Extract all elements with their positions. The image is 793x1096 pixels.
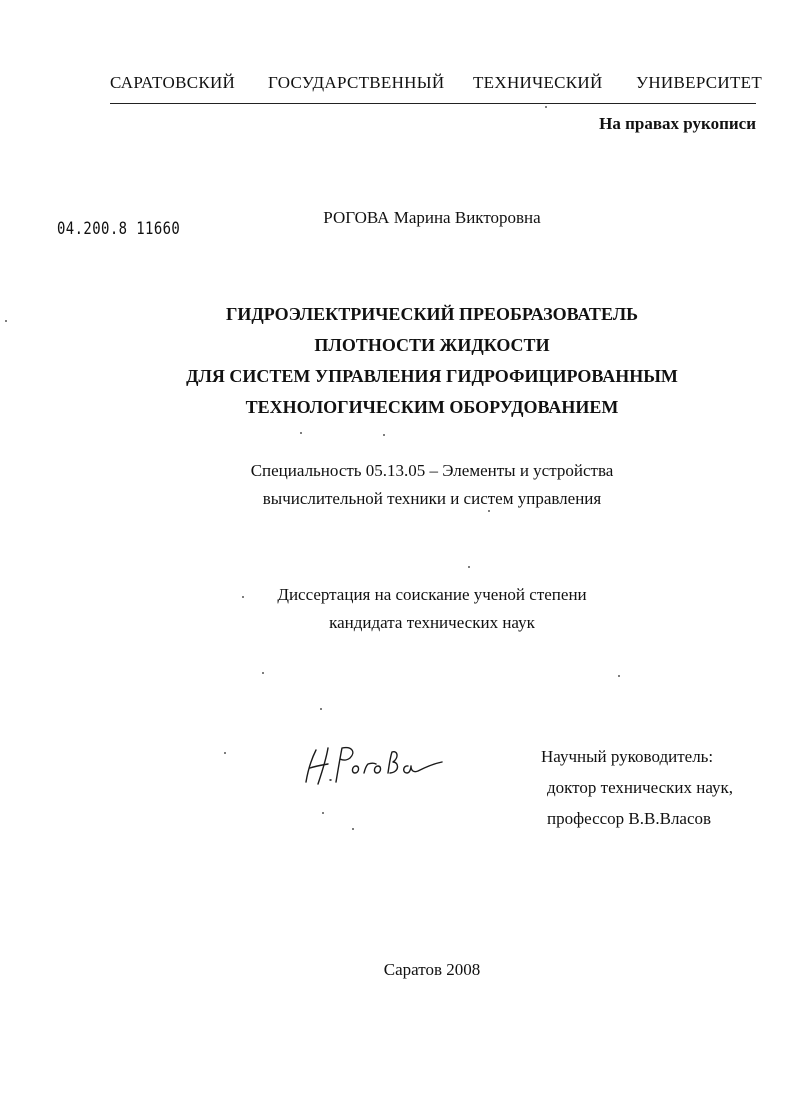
author-name: РОГОВА Марина Викторовна (323, 208, 541, 227)
scan-speck (322, 812, 324, 814)
scan-speck (242, 596, 244, 598)
scan-speck (300, 432, 302, 434)
scan-speck (262, 672, 264, 674)
title-line: ТЕХНОЛОГИЧЕСКИМ ОБОРУДОВАНИЕМ (245, 397, 619, 417)
thesis-title (0, 299, 793, 423)
scan-speck (545, 106, 547, 108)
supervisor-role: Научный руководитель: (541, 747, 714, 766)
scan-speck (5, 320, 7, 322)
supervisor-block (541, 741, 733, 834)
scan-speck (224, 752, 226, 754)
university-word: ГОСУДАРСТВЕННЫЙ (268, 73, 445, 92)
city-year: Саратов 2008 (383, 960, 481, 979)
scan-speck (320, 708, 322, 710)
specialty-line: вычислительной техники и систем управления (262, 489, 602, 508)
title-line: ПЛОТНОСТИ ЖИДКОСТИ (314, 335, 550, 355)
header-divider (110, 103, 756, 104)
specialty (0, 457, 793, 513)
author-signature (298, 740, 448, 790)
supervisor-name: профессор В.В.Власов (547, 809, 712, 828)
scan-speck (383, 434, 385, 436)
dissertation-line: Диссертация на соискание ученой степени (277, 585, 587, 604)
university-word: УНИВЕРСИТЕТ (636, 73, 763, 92)
dissertation-type (0, 581, 793, 637)
scan-speck (468, 566, 470, 568)
scan-speck (488, 510, 490, 512)
rights-note: На правах рукописи (599, 114, 756, 133)
title-line: ДЛЯ СИСТЕМ УПРАВЛЕНИЯ ГИДРОФИЦИРОВАННЫМ (186, 366, 678, 386)
title-line: ГИДРОЭЛЕКТРИЧЕСКИЙ ПРЕОБРАЗОВАТЕЛЬ (225, 304, 639, 324)
dissertation-line: кандидата технических наук (329, 613, 535, 632)
registration-number: 04.200.8 11660 (57, 219, 181, 239)
university-word: ТЕХНИЧЕСКИЙ (473, 73, 603, 92)
university-word: САРАТОВСКИЙ (110, 73, 236, 92)
supervisor-degree: доктор технических наук, (547, 778, 734, 797)
specialty-line: Специальность 05.13.05 – Элементы и устройства (250, 461, 614, 480)
scan-speck (352, 828, 354, 830)
scan-speck (618, 675, 620, 677)
